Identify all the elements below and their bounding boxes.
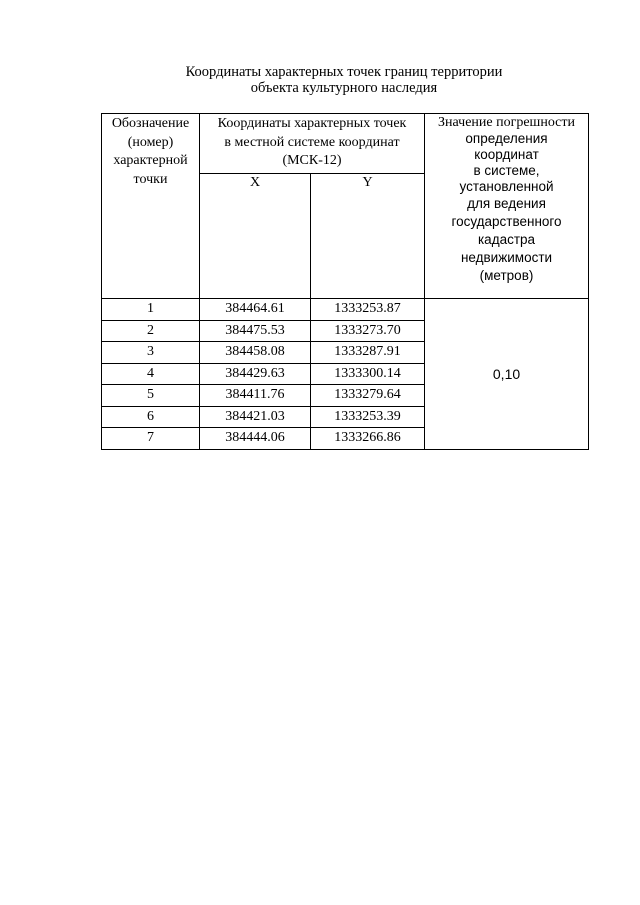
coord-x: 384475.53 xyxy=(200,320,311,342)
title-line-2: объекта культурного наследия xyxy=(250,80,438,96)
header-x: X xyxy=(200,174,311,299)
document-title xyxy=(100,64,588,96)
coord-y: 1333253.87 xyxy=(311,299,425,321)
header-y: Y xyxy=(311,174,425,299)
header-coordinates: Координаты характерных точек в местной системе координат (МСК-12) xyxy=(200,114,425,174)
coord-x: 384464.61 xyxy=(200,299,311,321)
error-value-cell: 0,10 xyxy=(425,299,589,450)
point-number: 6 xyxy=(102,406,200,428)
coord-x: 384444.06 xyxy=(200,428,311,450)
point-number: 2 xyxy=(102,320,200,342)
coord-x: 384458.08 xyxy=(200,342,311,364)
coord-y: 1333300.14 xyxy=(311,363,425,385)
point-number: 1 xyxy=(102,299,200,321)
coord-y: 1333253.39 xyxy=(311,406,425,428)
header-row-1 xyxy=(102,114,589,174)
coord-x: 384421.03 xyxy=(200,406,311,428)
coord-x: 384429.63 xyxy=(200,363,311,385)
title-line-1: Координаты характерных точек границ территории xyxy=(185,64,503,80)
coordinates-table xyxy=(101,113,589,450)
point-number: 4 xyxy=(102,363,200,385)
header-error-value: Значение погрешности определения координат в системе, установленной для ведения государственного кадастра недвижимости (метров) xyxy=(425,114,589,299)
point-number: 7 xyxy=(102,428,200,450)
coord-y: 1333279.64 xyxy=(311,385,425,407)
point-number: 3 xyxy=(102,342,200,364)
coord-x: 384411.76 xyxy=(200,385,311,407)
header-point-designation: Обозначение (номер) характерной точки xyxy=(102,114,200,299)
point-number: 5 xyxy=(102,385,200,407)
table-row xyxy=(102,299,589,321)
coord-y: 1333287.91 xyxy=(311,342,425,364)
coord-y: 1333273.70 xyxy=(311,320,425,342)
coord-y: 1333266.86 xyxy=(311,428,425,450)
